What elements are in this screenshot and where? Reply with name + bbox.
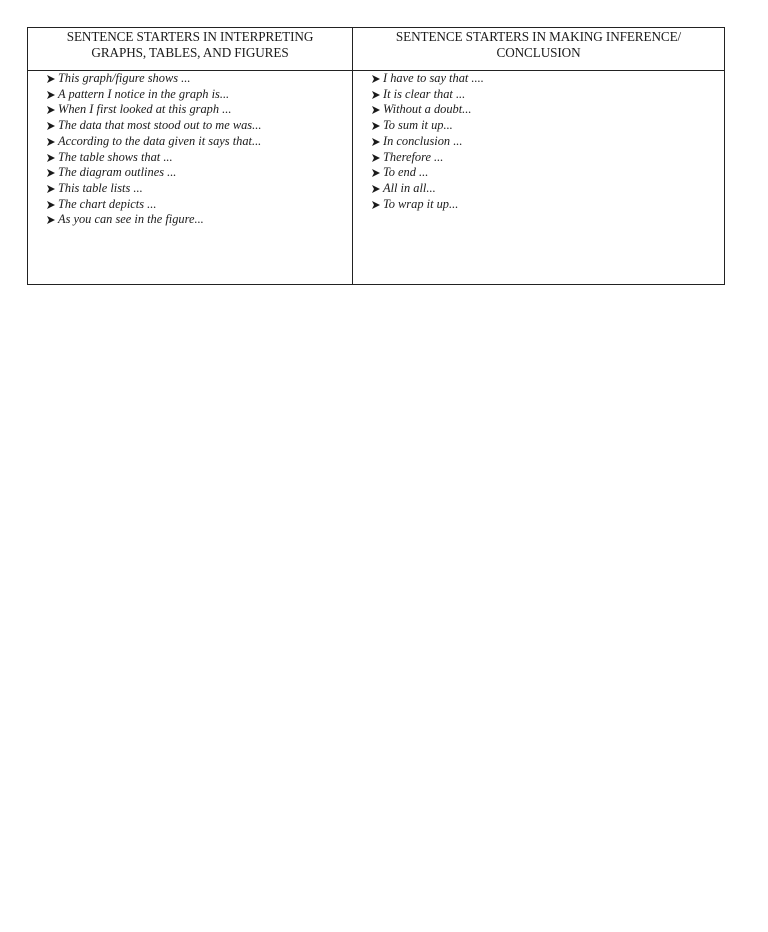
interpreting-list [28, 71, 352, 228]
list-item-text: To end ... [383, 165, 429, 180]
inference-list [353, 71, 724, 212]
list-item-text: According to the data given it says that... [58, 133, 262, 148]
list-item-text: To wrap it up... [383, 196, 459, 211]
list-item [371, 134, 724, 150]
arrowhead-bullet-icon [46, 184, 56, 194]
list-item [46, 71, 352, 87]
arrowhead-bullet-icon [371, 200, 381, 210]
list-item-text: In conclusion ... [383, 133, 463, 148]
list-item-text: A pattern I notice in the graph is... [58, 86, 230, 101]
arrowhead-bullet-icon [371, 153, 381, 163]
arrowhead-bullet-icon [371, 90, 381, 100]
arrowhead-bullet-icon [46, 168, 56, 178]
header-interpreting-line-2: GRAPHS, TABLES, AND FIGURES [91, 45, 289, 60]
list-item [371, 102, 724, 118]
arrowhead-bullet-icon [371, 184, 381, 194]
header-inference [353, 28, 725, 71]
list-item-text: This table lists ... [58, 180, 143, 195]
arrowhead-bullet-icon [371, 121, 381, 131]
arrowhead-bullet-icon [46, 137, 56, 147]
arrowhead-bullet-icon [371, 74, 381, 84]
list-item [46, 134, 352, 150]
list-item-text: The table shows that ... [58, 149, 173, 164]
header-interpreting-line-1: SENTENCE STARTERS IN INTERPRETING [66, 29, 314, 44]
list-item [46, 181, 352, 197]
list-item [371, 197, 724, 213]
arrowhead-bullet-icon [46, 153, 56, 163]
list-item-text: The chart depicts ... [58, 196, 157, 211]
inference-cell [353, 71, 725, 285]
arrowhead-bullet-icon [371, 105, 381, 115]
arrowhead-bullet-icon [46, 200, 56, 210]
list-item [46, 87, 352, 103]
list-item-text: Therefore ... [383, 149, 444, 164]
table-header-row [28, 28, 725, 71]
list-item [371, 87, 724, 103]
list-item-text: All in all... [383, 180, 436, 195]
arrowhead-bullet-icon [371, 168, 381, 178]
list-item-text: Without a doubt... [383, 102, 472, 117]
list-item-text: As you can see in the figure... [58, 212, 204, 227]
arrowhead-bullet-icon [46, 74, 56, 84]
list-item-text: This graph/figure shows ... [58, 71, 191, 85]
list-item [46, 212, 352, 228]
sentence-starters-table [27, 27, 725, 285]
list-item [46, 118, 352, 134]
list-item [46, 165, 352, 181]
list-item-text: I have to say that .... [383, 71, 484, 85]
list-item-text: The diagram outlines ... [58, 165, 177, 180]
list-item [371, 165, 724, 181]
arrowhead-bullet-icon [371, 137, 381, 147]
table-body-row [28, 71, 725, 285]
header-inference-line-1: SENTENCE STARTERS IN MAKING INFERENCE/ [395, 29, 682, 44]
arrowhead-bullet-icon [46, 215, 56, 225]
list-item [371, 150, 724, 166]
list-item [46, 197, 352, 213]
interpreting-cell [28, 71, 353, 285]
list-item [46, 102, 352, 118]
arrowhead-bullet-icon [46, 121, 56, 131]
list-item-text: It is clear that ... [383, 86, 466, 101]
list-item [371, 181, 724, 197]
list-item-text: When I first looked at this graph ... [58, 102, 232, 117]
header-inference-line-2: CONCLUSION [496, 45, 581, 60]
header-interpreting [28, 28, 353, 71]
list-item [371, 71, 724, 87]
list-item-text: To sum it up... [383, 118, 453, 133]
arrowhead-bullet-icon [46, 105, 56, 115]
list-item [371, 118, 724, 134]
arrowhead-bullet-icon [46, 90, 56, 100]
list-item-text: The data that most stood out to me was... [58, 118, 262, 133]
list-item [46, 150, 352, 166]
